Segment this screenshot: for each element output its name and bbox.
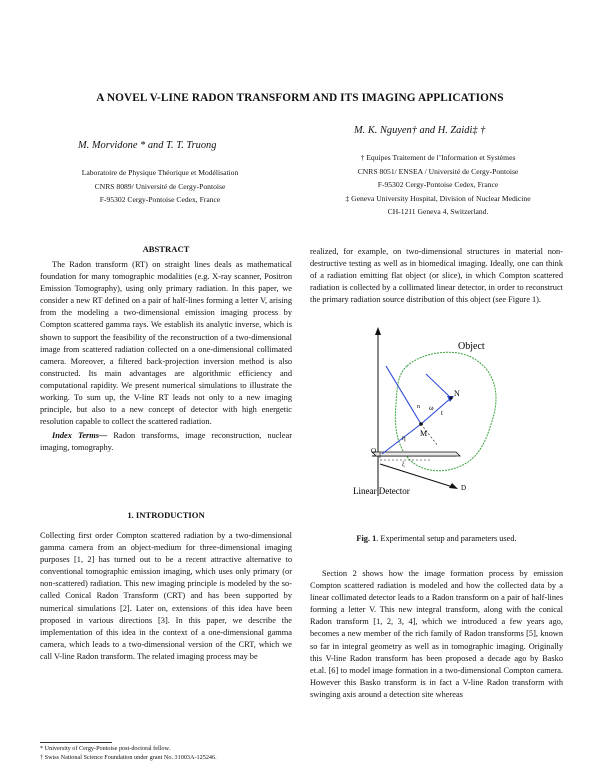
affiliation-left xyxy=(40,166,280,207)
xi-axis-arrow xyxy=(449,483,458,489)
abstract-body xyxy=(40,259,292,455)
paper-title: A NOVEL V-LINE RADON TRANSFORM AND ITS IMAGING APPLICATIONS xyxy=(96,92,504,104)
figure-caption-text: . Experimental setup and parameters used. xyxy=(376,534,517,543)
right-bottom-paragraph: Section 2 shows how the image formation process by emission Compton scattered radiation is modeled and how the collected data by a linear collimated detector leads to a Radon transform on a pair of half-lines forming a letter V. This new integral transform, along with the conical Radon transform [1, 2, 3, 4], which we introduced a few years ago, becomes a new member of the rich family of Radon transforms [5], known so far in integral geometry as well as in tomographic imaging. Originally this V-line Radon transform has been proposed a decade ago by Basko et.al. [6] to model image formation in a two-dimensional Compton camera. However this Basko transform is in fact a V-line Radon transform with swinging axis around a detection site whereas xyxy=(310,569,563,699)
affiliation-line: ‡ Geneva University Hospital, Division of Nuclear Medicine xyxy=(345,193,531,203)
figure-1 xyxy=(350,326,520,506)
intro-text: Collecting first order Compton scattered radiation by a two-dimensional gamma camera from an object-medium for three-dimensional imaging purposes [1, 2] has turned out to be a recent attractive alternative to conventional tomographic emission imaging, which uses only primary (or non-scattered) radiation. This new imaging principle is modeled by the so-called Conical Radon Transform (CRT) and has been supported by numerical simulations [2]. Later on, extensions of this idea have been proposed in various directions [3]. In this paper, we describe the implementation of this idea in the context of a one-dimensional gamma camera, which leads to a two-dimensional version of the CRT, which we call V-line Radon transform. The related imaging process may be xyxy=(40,531,292,661)
eta-axis-arrow xyxy=(375,327,381,335)
xi-axis xyxy=(380,464,456,488)
label-O: O xyxy=(371,447,377,455)
figure-caption-label: Fig. 1 xyxy=(356,534,377,543)
footnote: * University of Cergy-Pontoise post-doctoral fellow. xyxy=(40,745,171,752)
normal-line xyxy=(426,374,451,398)
affiliation-line: CNRS 8051/ ENSEA / Université de Cergy-Pontoise xyxy=(357,166,519,176)
label-eta: η xyxy=(402,434,406,442)
label-object: Object xyxy=(458,341,485,352)
label-omega: ω xyxy=(429,404,434,412)
abstract-heading: ABSTRACT xyxy=(142,244,190,254)
authors-left: M. Morvidone * and T. T. Truong xyxy=(78,140,217,151)
label-M: M xyxy=(420,429,428,438)
right-column-bottom-text xyxy=(310,568,563,701)
ray-M-upward xyxy=(386,366,421,424)
label-t: t xyxy=(441,409,443,417)
intro-heading: 1. INTRODUCTION xyxy=(127,510,205,520)
index-terms-label: Index Terms— xyxy=(52,431,108,441)
affiliation-line: F-95302 Cergy-Pontoise Cedex, France xyxy=(99,195,221,205)
label-N: N xyxy=(454,389,460,398)
footnote-rule xyxy=(40,742,112,743)
authors-right: M. K. Nguyen† and H. Zaidi‡ † xyxy=(354,125,486,136)
label-n: n xyxy=(417,404,420,410)
affiliation-line: CH-1211 Geneva 4, Switzerland. xyxy=(387,207,489,217)
footnote: † Swiss National Science Foundation under grant No. 31003A-125246. xyxy=(40,754,217,761)
intro-body xyxy=(40,530,292,663)
label-detector: Linear Detector xyxy=(353,486,410,496)
affiliation-line: † Equipes Traitement de l’Information et Systèmes xyxy=(360,153,516,162)
index-terms xyxy=(40,430,292,454)
affiliation-line: CNRS 8089/ Université de Cergy-Pontoise xyxy=(94,181,226,191)
affiliation-right xyxy=(308,151,568,219)
point-N xyxy=(449,396,452,399)
affiliation-line: F-95302 Cergy-Pontoise Cedex, France xyxy=(377,180,499,190)
right-top-paragraph: realized, for example, on two-dimensional structures in material non-destructive testing as well as in biomedical imaging. Ideally, one can think of a radiation emitting flat object (or slice), in which Compton scattered radiation is collected by a collimated linear detector, in order to reconstruct the primary radiation source distribution of this object (see Figure 1). xyxy=(310,247,563,305)
abstract-text: The Radon transform (RT) on straight lines deals as mathematical foundation for many tomographic modalities (e.g. X-ray scanner, Positron Emission Tomography), using only primary radiation. In this paper, we consider a new RT defined on a pair of half-lines forming a letter V, arising from the modeling a two-dimensional emission imaging process by Compton scattered gamma rays. We establish its analytic inverse, which is shown to support the feasibility of the reconstruction of a two-dimensional image from scattered radiation collected on a one-dimensional collimated camera. Moreover, a filtered back-projection inversion method is also constructed. Its main advantages are algorithmic efficiency and computational rapidity. We present numerical simulations to illustrate the working. To sum up, the V-line RT leads not only to a new imaging principle, but also to a new concept of detector with high energetic resolution capable to collect the scattered radiation. xyxy=(40,260,292,427)
ray-M-to-N xyxy=(421,398,451,424)
label-xi: ξ xyxy=(402,462,405,468)
point-M xyxy=(419,422,423,426)
footnotes xyxy=(40,744,292,762)
label-D: D xyxy=(461,484,467,492)
affiliation-line: Laboratoire de Physique Théorique et Modélisation xyxy=(81,168,239,177)
figure-1-drawing xyxy=(350,326,520,506)
figure-caption xyxy=(310,534,563,543)
right-column-top-text xyxy=(310,246,563,306)
linear-detector xyxy=(372,452,460,456)
index-terms-text: Radon transforms, image reconstruction, nuclear imaging, tomography. xyxy=(40,431,292,453)
